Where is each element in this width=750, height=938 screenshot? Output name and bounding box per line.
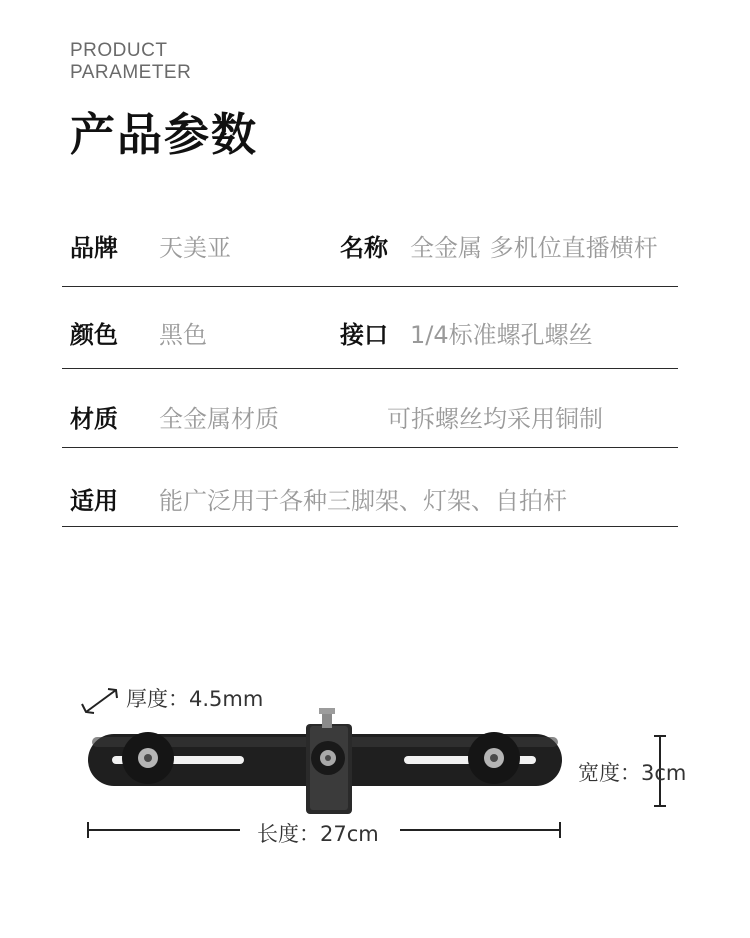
param-row-brand xyxy=(62,202,678,287)
header-en-line1: PRODUCT xyxy=(70,40,168,61)
length-label: 长度：27cm xyxy=(257,822,379,846)
param-value-material: 全金属材质 xyxy=(159,405,279,433)
param-row-material xyxy=(62,369,678,448)
param-value-usage: 能广泛用于各种三脚架、灯架、自拍杆 xyxy=(159,487,567,515)
param-label-name: 名称 xyxy=(340,234,388,262)
header-english xyxy=(70,40,191,84)
thickness-label: 厚度：4.5mm xyxy=(126,687,264,711)
param-label-interface: 接口 xyxy=(340,321,388,349)
param-value-name: 全金属 多机位直播横杆 xyxy=(410,234,658,262)
param-label-color: 颜色 xyxy=(70,321,118,349)
parameter-table xyxy=(62,202,678,527)
param-label-usage: 适用 xyxy=(70,487,118,515)
param-value-color: 黑色 xyxy=(159,321,207,349)
param-label-brand: 品牌 xyxy=(70,234,118,262)
param-row-color xyxy=(62,287,678,369)
thickness-arrow-icon xyxy=(82,689,117,713)
param-value-interface: 1/4标准螺孔螺丝 xyxy=(410,321,593,349)
param-label-material: 材质 xyxy=(70,405,118,433)
width-label: 宽度：3cm xyxy=(578,761,687,785)
crossbar-image xyxy=(88,708,562,814)
param-value-screws: 可拆螺丝均采用铜制 xyxy=(387,405,603,433)
header-en-line2: PARAMETER xyxy=(70,62,192,83)
param-row-usage xyxy=(62,448,678,527)
param-value-brand: 天美亚 xyxy=(159,234,231,262)
page-title: 产品参数 xyxy=(70,108,259,161)
